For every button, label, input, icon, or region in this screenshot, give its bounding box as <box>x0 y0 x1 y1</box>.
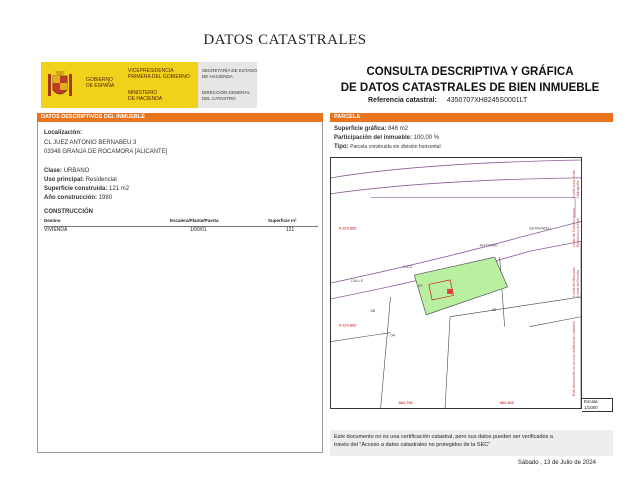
parcel-label-04: 04 <box>390 332 395 338</box>
legend-item: Límite zona verde <box>572 170 577 198</box>
coord-label-4: 684.800 <box>499 400 514 406</box>
parcela-header: PARCELA <box>330 113 613 122</box>
coat-of-arms-icon <box>46 68 74 102</box>
scale-box: Escala: 1/1000 <box>582 398 613 412</box>
legend-item: Hidrografía <box>576 180 581 198</box>
parcel-line <box>500 257 505 326</box>
coord-label-3: 684.750 <box>398 400 413 406</box>
anio-row: Año construcción: 1980 <box>44 195 113 201</box>
legend-item: Límite de Manzana <box>572 267 577 297</box>
legend-item: Mobiliario y aceras <box>576 218 581 248</box>
block-line <box>371 198 575 218</box>
direccion-label: DIRECCIÓN GENERAL DEL CATASTRO <box>202 90 251 101</box>
legend-item: Límite de Parcela <box>576 269 581 297</box>
building-marker <box>447 289 453 294</box>
parcel-label-05: 05 <box>491 306 497 312</box>
col-superficie: Superficie m² <box>268 218 297 223</box>
parcel-label-06: 06 <box>370 307 376 313</box>
ministerio-label: MINISTERIO DE HACIENDA <box>128 90 163 102</box>
address-line-2: 03348 GRANJA DE ROCAMORA [ALICANTE] <box>44 149 168 155</box>
table-row: VIVIENDA 1/00/01 121 <box>44 227 295 233</box>
document-title: DATOS CATASTRALES <box>203 32 367 48</box>
construccion-title: CONSTRUCCIÓN <box>44 209 93 215</box>
parcel-label-07: 07 <box>418 282 423 288</box>
coord-label-2: 4.224.800 <box>338 322 357 328</box>
localizacion-label: Localización: <box>44 130 83 136</box>
cadastral-map <box>330 157 582 409</box>
construccion-table-header <box>44 218 318 227</box>
street-label-juez: JUEZ <box>402 264 413 270</box>
street-label-antonio: ANTONIO <box>479 242 498 248</box>
street-line-top-2 <box>331 178 581 194</box>
participacion-row: Participación del inmueble: 100,00 % <box>334 135 440 141</box>
parcel-line <box>331 333 391 342</box>
secretaria-label: SECRETARÍA DE ESTADO DE HACIENDA <box>202 68 258 79</box>
vicepresidencia-label: VICEPRESIDENCIA PRIMERA DEL GOBIERNO <box>128 68 190 80</box>
superficie-row: Superficie construida: 121 m2 <box>44 186 130 192</box>
clase-row: Clase: URBANO <box>44 168 90 174</box>
verification-note: Este documento no es una certificación catastral, pero sus datos pueden ser verificados a través del "Acceso a datos catastrales no protegidos de la SEC" <box>330 430 613 456</box>
parcel-line <box>381 297 391 408</box>
col-destino: Destino <box>44 218 61 223</box>
col-escalera: Escalera/Planta/Puerta <box>170 218 219 223</box>
document-date: Sábado , 13 de Julio de 2024 <box>517 460 596 466</box>
referencia-value: 4350707XH8245S0001LT <box>446 97 528 104</box>
uso-row: Uso principal: Residencial <box>44 177 117 183</box>
street-label-calle: CALLE <box>350 278 364 284</box>
street-line-top <box>331 160 581 178</box>
gobierno-label: GOBIERNO DE ESPAÑA <box>86 77 115 89</box>
street-label-bernabeu: BERNABEU <box>529 225 552 231</box>
parcel-line <box>445 317 450 408</box>
map-legend <box>572 170 580 396</box>
consulta-title: CONSULTA DESCRIPTIVA Y GRÁFICA DE DATOS CATASTRALES DE BIEN INMUEBLE <box>340 66 600 94</box>
superficie-grafica-row: Superficie gráfica: 846 m2 <box>334 126 409 132</box>
datos-descriptivos-header: DATOS DESCRIPTIVOS DEL INMUEBLE <box>37 113 323 122</box>
address-line-1: CL JUEZ ANTONIO BERNABEU 3 <box>44 140 137 146</box>
tipo-row: Tipo: Parcela construida sin división horizontal <box>334 144 441 150</box>
map-side-text: Este documento no es una certificación catastral <box>572 321 577 397</box>
datos-descriptivos-panel <box>37 122 323 453</box>
referencia-catastral: Referencia catastral: 4350707XH8245S0001LT <box>368 97 528 104</box>
coord-label-1: 4.224.850 <box>338 225 357 231</box>
legend-item: Límite de Construcciones <box>572 208 577 248</box>
